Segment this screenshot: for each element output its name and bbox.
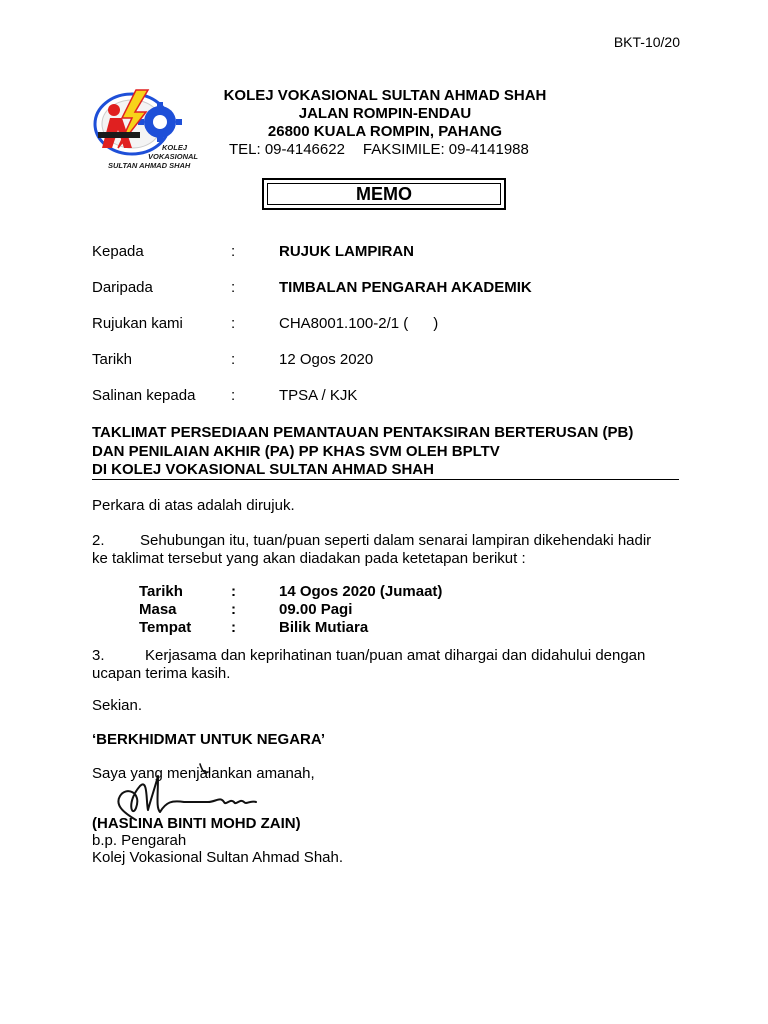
paragraph-2	[92, 532, 692, 568]
detail-value-tempat: Bilik Mutiara	[279, 619, 369, 636]
detail-label-masa: Masa	[139, 601, 177, 618]
subject-line: DAN PENILAIAN AKHIR (PA) PP KHAS SVM OLEH BPLTV	[92, 442, 500, 460]
fax: FAKSIMILE: 09-4141988	[362, 141, 529, 158]
field-value-tarikh: 12 Ogos 2020	[279, 351, 374, 368]
address-street: JALAN ROMPIN-ENDAU	[298, 105, 472, 122]
paragraph-1: Perkara di atas adalah dirujuk.	[92, 497, 295, 514]
detail-value-tarikh: 14 Ogos 2020 (Jumaat)	[279, 583, 443, 600]
subject-line: TAKLIMAT PERSEDIAAN PEMANTAUAN PENTAKSIRAN BERTERUSAN (PB)	[92, 424, 634, 441]
paragraph-number: 3.	[92, 647, 105, 664]
paragraph-text: ucapan terima kasih.	[92, 665, 231, 682]
telephone: TEL: 09-4146622	[229, 141, 345, 158]
closing-text: Saya yang menjalankan amanah,	[92, 765, 315, 782]
memo-title: MEMO	[267, 183, 501, 205]
paragraph-number: 2.	[92, 532, 105, 549]
detail-colon: :	[231, 601, 236, 618]
contact-line	[229, 141, 529, 158]
field-value-kepada: RUJUK LAMPIRAN	[279, 243, 414, 260]
field-label-kepada: Kepada	[92, 243, 144, 260]
address-city: 26800 KUALA ROMPIN, PAHANG	[267, 123, 503, 140]
paragraph-text: Kerjasama dan keprihatinan tuan/puan amat dihargai dan didahului dengan	[145, 647, 646, 664]
signer-name: (HASLINA BINTI MOHD ZAIN)	[92, 815, 301, 832]
field-value-salinan: TPSA / KJK	[279, 387, 358, 404]
sekian-text: Sekian.	[92, 697, 143, 714]
detail-colon: :	[231, 583, 236, 600]
paragraph-text: Sehubungan itu, tuan/puan seperti dalam senarai lampiran dikehendaki hadir	[140, 532, 652, 549]
field-colon: :	[231, 387, 236, 404]
document-reference: BKT-10/20	[613, 34, 680, 50]
field-value-rujukan: CHA8001.100-2/1 ( )	[279, 315, 439, 332]
logo-text-line2: VOKASIONAL	[148, 152, 199, 161]
detail-label-tarikh: Tarikh	[139, 583, 183, 600]
college-name: KOLEJ VOKASIONAL SULTAN AHMAD SHAH	[223, 87, 547, 104]
subject-divider	[92, 479, 679, 480]
logo-text-line1: KOLEJ	[162, 143, 188, 152]
field-value-daripada: TIMBALAN PENGARAH AKADEMIK	[279, 279, 532, 296]
detail-colon: :	[231, 619, 236, 636]
field-colon: :	[231, 243, 236, 260]
memo-subject	[92, 424, 692, 480]
signer-organization: Kolej Vokasional Sultan Ahmad Shah.	[92, 849, 344, 866]
memo-title-box	[262, 178, 506, 210]
logo-text-line3: SULTAN AHMAD SHAH	[108, 161, 191, 170]
paragraph-text: ke taklimat tersebut yang akan diadakan pada ketetapan berikut :	[92, 550, 526, 567]
subject-line: DI KOLEJ VOKASIONAL SULTAN AHMAD SHAH	[92, 461, 434, 478]
field-colon: :	[231, 315, 236, 332]
motto-text: ‘BERKHIDMAT UNTUK NEGARA’	[92, 731, 326, 748]
paragraph-3	[92, 647, 692, 683]
field-colon: :	[231, 279, 236, 296]
field-label-salinan: Salinan kepada	[92, 387, 196, 404]
field-label-daripada: Daripada	[92, 279, 153, 296]
college-logo	[92, 88, 214, 174]
detail-label-tempat: Tempat	[139, 619, 192, 636]
detail-value-masa: 09.00 Pagi	[279, 601, 353, 618]
field-colon: :	[231, 351, 236, 368]
field-label-rujukan: Rujukan kami	[92, 315, 183, 332]
field-label-tarikh: Tarikh	[92, 351, 133, 368]
signer-designation: b.p. Pengarah	[92, 832, 187, 849]
